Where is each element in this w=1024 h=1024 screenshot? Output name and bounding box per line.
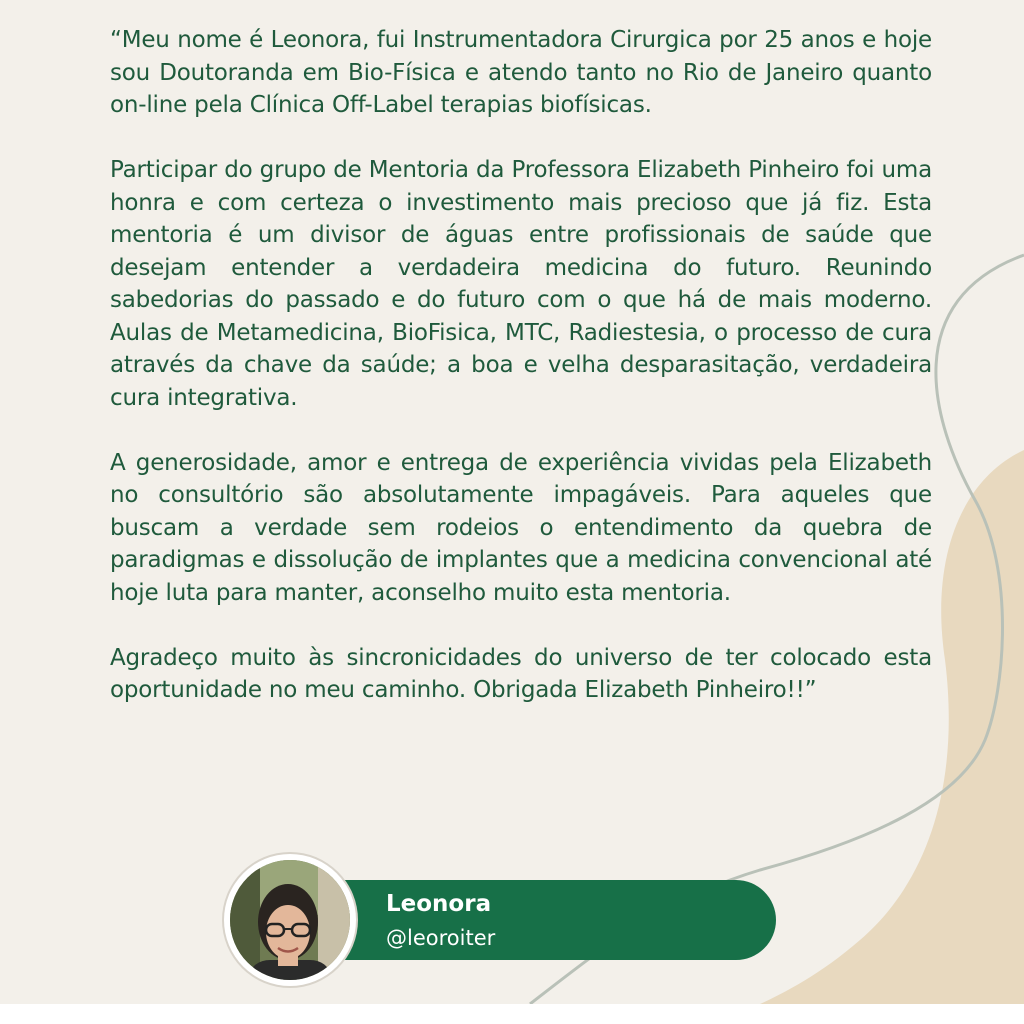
testimonial-paragraph-3: A generosidade, amor e entrega de experiência vividas pela Elizabeth no consultório são absolutamente impagáveis. Para aqueles que buscam a verdade sem rodeios o entendimento da quebra de paradigmas e dissolução de implantes que a medicina convencional até hoje luta para manter, aconselho muito esta mentoria. — [110, 449, 932, 606]
testimonial-paragraph-2: Participar do grupo de Mentoria da Professora Elizabeth Pinheiro foi uma honra e com certeza o investimento mais precioso que já fiz. Esta mentoria é um divisor de águas entre profissionais de saúde que desejam entender a verdadeira medicina do futuro. Reunindo sabedorias do passado e do futuro com o que há de mais moderno. Aulas de Metamedicina, BioFisica, MTC, Radiestesia, o processo de cura através da chave da saúde; a boa e velha desparasitação, verdadeira cura integrativa. — [110, 157, 932, 411]
profile-card — [290, 880, 776, 960]
avatar — [224, 854, 356, 986]
testimonial-text — [110, 24, 932, 707]
testimonial-paragraph-1: “Meu nome é Leonora, fui Instrumentadora Cirurgica por 25 anos e hoje sou Doutoranda em Bio-Física e atendo tanto no Rio de Janeiro quanto on-line pela Clínica Off-Label terapias biofísicas. — [110, 27, 932, 118]
profile-handle: @leoroiter — [386, 926, 496, 950]
testimonial-paragraph-4: Agradeço muito às sincronicidades do universo de ter colocado esta oportunidade no meu caminho. Obrigada Elizabeth Pinheiro!!” — [110, 644, 932, 703]
woman-with-glasses-photo-icon — [230, 860, 350, 980]
bottom-band — [0, 1004, 1024, 1024]
profile-name: Leonora — [386, 891, 492, 917]
